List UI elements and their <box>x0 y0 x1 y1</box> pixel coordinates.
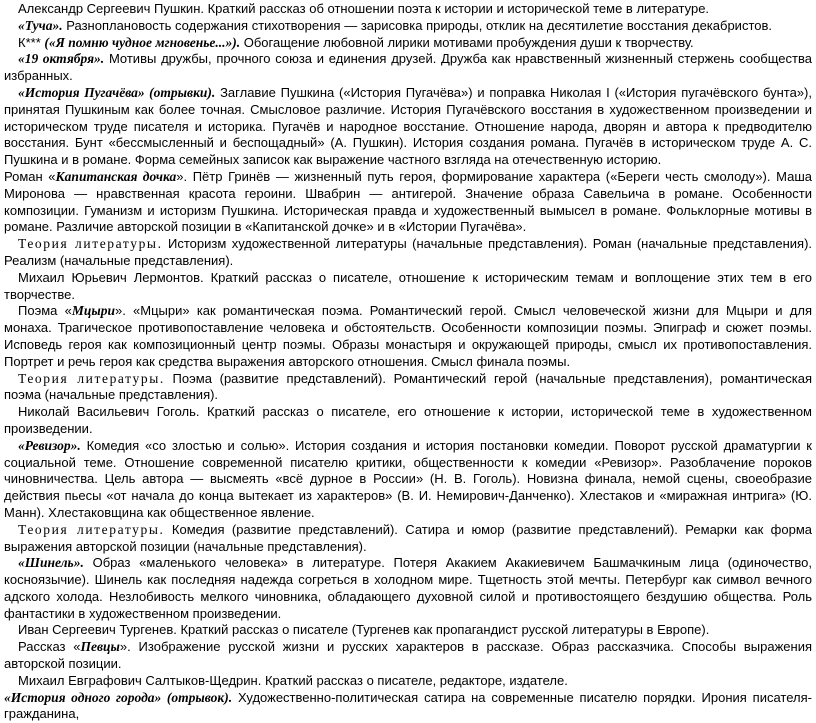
saltykov-intro-paragraph: Михаил Евграфович Салтыков-Щедрин. Краткий рассказ о писателе, редакторе, издателе. <box>18 672 568 688</box>
gogol-intro-paragraph: Николай Васильевич Гоголь. Краткий рассказ о писателе, его отношение к истории, исторической теме в художественном произведении. <box>4 404 812 436</box>
city-history-paragraph <box>4 690 812 723</box>
shinel-text: Образ «маленького человека» в литературе. Потеря Акакием Акакиевичем Башмачкиным лица (одиночество, косноязычие). Шинель как последняя надежда согреться в холодном мире. Тщетность этой мечты. Петербург как символ вечного адского холода. Незлобивость мелкого чиновника, обладающего духовной силой и противостоящего бездушию общества. Роль фантастики в художественном произведении. <box>4 555 812 621</box>
theory-heading-2: Теория литературы. <box>18 370 165 386</box>
lermontov-intro-paragraph: Михаил Юрьевич Лермонтов. Краткий рассказ о писателе, отношение к историческим темам и воплощение этих тем в его творчестве. <box>4 269 812 302</box>
ya-pomnyu-title: («Я помню чудное мгновенье...»). <box>44 34 241 50</box>
ya-pomnyu-prefix: К*** <box>18 34 45 50</box>
pevtsy-title: Певцы <box>80 639 120 655</box>
tucha-title: «Туча». <box>18 17 63 33</box>
october-19-text: Мотивы дружбы, прочного союза и единения друзей. Дружба как нравственный жизненный стержень сообщества избранных. <box>4 51 812 84</box>
mtsyri-title: Мцыри <box>71 303 115 319</box>
theory-paragraph-2 <box>4 371 812 405</box>
pugachev-history-title: «История Пугачёва» (отрывки). <box>18 84 216 100</box>
theory-paragraph-3 <box>4 522 812 556</box>
pugachev-history-text: Заглавие Пушкина («История Пугачёва») и поправка Николая I («История пугачёвского бунта»), принятая Пушкиным как более точная. Смысловое различие. История Пугачёвского восстания в художественном произведении и историческом труде писателя и историка. Пугачёв и народное восстание. Отношение народа, дворян и автора к предводителю восстания. Бунт «бессмысленный и беспощадный» (А. Пушкин). История создания романа. Пугачёв в историческом труде А. С. Пушкина и в романе. Форма семейных записок как выражение частного взгляда на отечественную историю. <box>4 84 812 168</box>
pushkin-intro-paragraph: Александр Сергеевич Пушкин. Краткий рассказ об отношении поэта к истории и исторической теме в литературе. <box>18 1 710 16</box>
shinel-paragraph <box>4 555 812 622</box>
mtsyri-prefix: Поэма « <box>18 303 72 319</box>
october-19-paragraph <box>4 51 812 85</box>
theory-paragraph-1 <box>4 236 812 270</box>
shinel-title: «Шинель». <box>18 555 84 571</box>
city-history-title: «История одного города» (отрывок). <box>4 689 233 705</box>
theory-text-2: Поэма (развитие представлений). Романтический герой (начальные представления), романтическая поэма (начальные представления). <box>4 370 813 403</box>
ya-pomnyu-text: Обогащение любовной лирики мотивами пробуждения души к творчеству. <box>240 34 694 50</box>
tucha-text: Разноплановость содержания стихотворения — зарисовка природы, отклик на десятилетие восстания декабристов. <box>62 17 772 33</box>
turgenev-intro-paragraph: Иван Сергеевич Тургенев. Краткий рассказ о писателе (Тургенев как пропагандист русской литературы в Европе). <box>18 622 710 638</box>
captains-daughter-text: ». Пётр Гринёв — жизненный путь героя, формирование характера («Береги честь смолоду»). Маша Миронова — нравственная красота героини. Швабрин — антигерой. Значение образа Савельича в романе. Особенности композиции. Гуманизм и историзм Пушкина. Историческая правда и художественный вымысел в романе. Фольклорные мотивы в романе. Различие авторской позиции в «Капитанской дочке» и в «Истории Пугачёва». <box>4 168 812 235</box>
ya-pomnyu-paragraph <box>4 35 812 52</box>
theory-heading-1: Теория литературы. <box>18 236 163 252</box>
pevtsy-prefix: Рассказ « <box>18 639 81 655</box>
captains-daughter-paragraph <box>4 169 812 236</box>
tucha-paragraph <box>4 18 812 35</box>
captains-daughter-title: Капитанская дочка <box>55 168 177 184</box>
captains-daughter-prefix: Роман « <box>4 168 56 184</box>
theory-heading-3: Теория литературы. <box>18 521 165 537</box>
mtsyri-paragraph <box>4 303 812 370</box>
theory-text-1: Историзм художественной литературы (начальные представления). Роман (начальные представления). Реализм (начальные представления). <box>4 236 813 268</box>
mtsyri-text: ». «Мцыри» как романтическая поэма. Романтический герой. Смысл человеческой жизни для Мцыри и для монаха. Трагическое противопоставление человека и обстоятельств. Особенности композиции поэмы. Эпиграф и сюжет поэмы. Исповедь героя как композиционный центр поэмы. Образы монастыря и окружающей природы, смысл их противопоставления. Портрет и речь героя как средства выражения авторского отношения. Смысл финала поэмы. <box>4 303 812 369</box>
revizor-title: «Ревизор». <box>18 437 81 453</box>
revizor-text: Комедия «со злостью и солью». История создания и история постановки комедии. Поворот русской драматургии к социальной теме. Отношение современной писателю критики, общественности к комедии «Ревизор». Разоблачение пороков чиновничества. Цель автора — высмеять «всё дурное в России» (Н. В. Гоголь). Новизна финала, немой сцены, своеобразие действия пьесы «от начала до конца вытекает из характеров» (В. И. Немирович-Данченко). Хлестаков и «миражная интрига» (Ю. Манн). Хлестаковщина как общественное явление. <box>4 437 812 520</box>
revizor-paragraph <box>4 438 812 522</box>
pevtsy-paragraph <box>4 639 812 673</box>
pevtsy-text: ». Изображение русской жизни и русских характеров в рассказе. Образ рассказчика. Способы выражения авторской позиции. <box>4 639 812 672</box>
city-history-text: Художественно-политическая сатира на современные писателю порядки. Ирония писателя- гражданина, <box>4 689 812 722</box>
october-19-title: «19 октября». <box>18 51 105 67</box>
pugachev-history-paragraph <box>4 85 812 169</box>
theory-text-3: Комедия (развитие представлений). Сатира и юмор (развитие представлений). Ремарки как форма выражения авторской позиции (начальные представления). <box>4 521 812 554</box>
